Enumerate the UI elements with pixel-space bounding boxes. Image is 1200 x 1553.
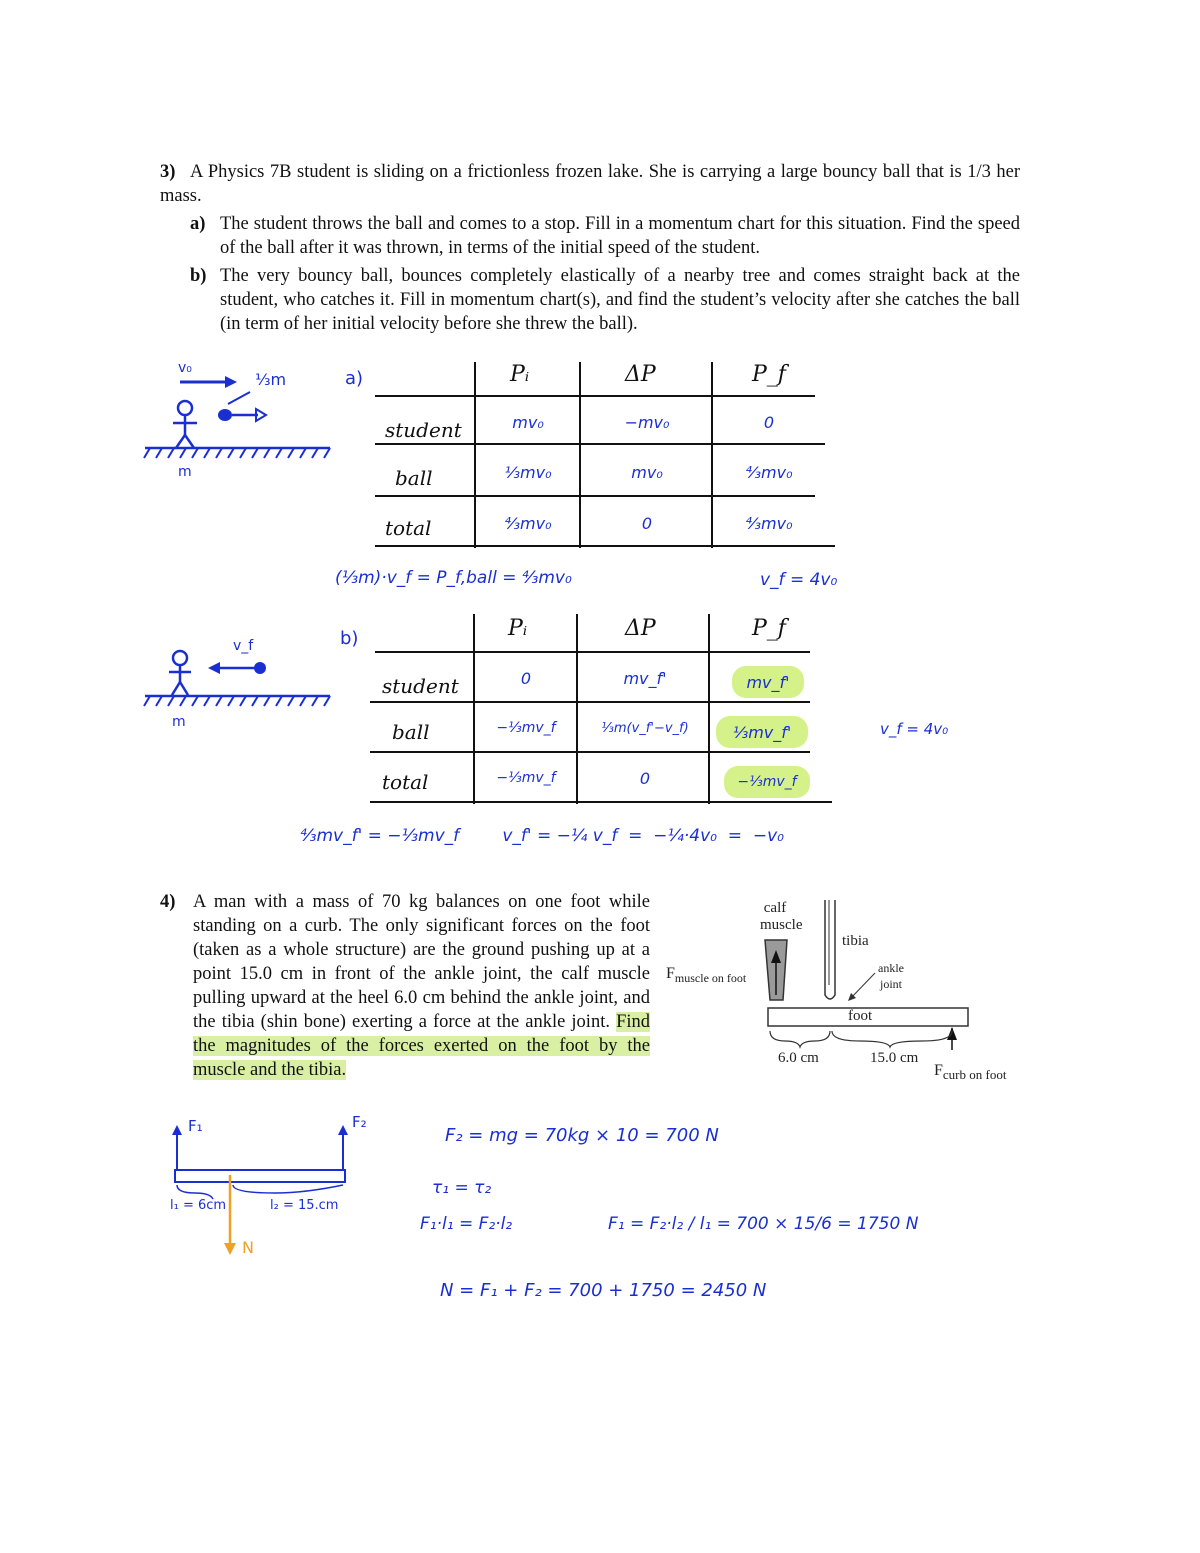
question-number: 3) [160, 162, 176, 182]
lever-sketch [165, 1115, 365, 1265]
table-cell: −mv₀ [624, 412, 670, 432]
calf-muscle-label: calf muscle [760, 900, 803, 933]
table-cell: 0 [639, 768, 651, 788]
row-label-total: total [382, 770, 429, 794]
distance-label-front: 15.0 cm [870, 1050, 919, 1066]
question-text: A man with a mass of 70 kg balances on one foot while standing on a curb. The only significant forces on the foot (taken as a whole structure) are the ground pushing up at a point 15.0 cm in front of the ankle joint, the calf muscle pulling upward at the heel 6.0 cm behind the ankle joint, and the tibia (shin bone) exerting a force at the ankle joint. [193, 892, 650, 1032]
normal-force-label: N [242, 1238, 254, 1257]
table-cell: 0 [763, 412, 775, 432]
part-b [190, 264, 1020, 336]
work-line: τ₁ = τ₂ [432, 1178, 492, 1198]
row-label-ball: ball [395, 466, 433, 490]
work-line: F₂ = mg = 70kg × 10 = 700 N [445, 1125, 719, 1146]
table-cell: ⅓m(v_f'−v_f) [601, 720, 689, 736]
foot-label: foot [848, 1008, 873, 1024]
work-line: F₁ = F₂·l₂ / l₁ = 700 × 15/6 = 1750 N [608, 1214, 919, 1234]
question-3 [160, 160, 1020, 336]
curb-force-label: $F_{curb on foot}$ [934, 1062, 1007, 1082]
tibia-label: tibia [842, 933, 869, 949]
solution-label: a) [345, 368, 364, 389]
table-cell-highlighted: ⅓mv_f' [716, 716, 808, 748]
table-cell: mv_f' [623, 668, 667, 688]
force-2-label: F₂ [352, 1113, 367, 1131]
header-dp: ΔP [625, 616, 656, 641]
ball-mass-label: ⅓m [255, 370, 287, 389]
equation-a: (⅓m)·v_f = P_f,ball = ⁴⁄₃mv₀ [335, 568, 572, 588]
part-a [190, 212, 1020, 260]
question-number: 4) [160, 892, 176, 912]
header-pf: P_f [752, 362, 786, 387]
part-label: b) [190, 266, 207, 286]
row-label-student: student [385, 418, 462, 442]
force-1-label: F₁ [188, 1117, 203, 1135]
table-cell: mv₀ [631, 462, 663, 482]
work-line: F₁·l₁ = F₂·l₂ [420, 1214, 513, 1234]
table-cell-highlighted: mv_f' [732, 666, 804, 698]
result-a: v_f = 4v₀ [760, 570, 838, 590]
mass-label: m [178, 464, 192, 480]
equation-b: ⁴⁄₃mv_f' = −⅓mv_f v_f' = −¼ v_f = −¼·4v₀ = −v₀ [300, 826, 784, 846]
foot-diagram [660, 895, 1020, 1090]
solution-label: b) [340, 628, 359, 649]
header-pi: Pᵢ [508, 616, 528, 641]
velocity-label: v_f [233, 638, 254, 654]
table-cell: ⁴⁄₃mv₀ [745, 462, 793, 482]
header-pi: Pᵢ [510, 362, 530, 387]
table-cell-highlighted: −⅓mv_f [724, 766, 810, 798]
question-4 [160, 890, 650, 1082]
table-cell: −⅓mv_f [496, 720, 556, 736]
lever-arm-2-label: l₂ = 15.cm [270, 1198, 339, 1213]
row-label-student: student [382, 674, 459, 698]
sketch-a [140, 360, 340, 490]
highlighted-text: Find the magnitudes of the forces exerted on the foot by the muscle and the tibia. [193, 1012, 651, 1080]
table-cell: 0 [520, 668, 532, 688]
table-cell: mv₀ [512, 412, 544, 432]
work-line: N = F₁ + F₂ = 700 + 1750 = 2450 N [440, 1280, 767, 1301]
row-label-ball: ball [392, 720, 430, 744]
table-cell: ⁴⁄₃mv₀ [745, 513, 793, 533]
muscle-force-label: $F_{muscle on foot}$ [666, 965, 747, 985]
table-cell: 0 [641, 513, 653, 533]
mass-label: m [172, 714, 186, 730]
ankle-joint-label: ankle joint [878, 961, 904, 991]
lever-arm-1-label: l₁ = 6cm [170, 1198, 227, 1213]
table-cell: −⅓mv_f [496, 770, 556, 786]
part-text: The student throws the ball and comes to a stop. Fill in a momentum chart for this situation. Find the speed of the ball after it was thrown, in terms of the initial speed of the student. [220, 214, 1020, 258]
table-cell: ⁴⁄₃mv₀ [504, 513, 552, 533]
side-note: v_f = 4v₀ [880, 720, 949, 738]
row-label-total: total [385, 516, 432, 540]
header-dp: ΔP [625, 362, 656, 387]
question-intro: A Physics 7B student is sliding on a frictionless frozen lake. She is carrying a large bouncy ball that is 1/3 her mass. [160, 162, 1020, 206]
part-label: a) [190, 214, 206, 234]
header-pf: P_f [752, 616, 786, 641]
table-cell: ⅓mv₀ [504, 462, 552, 482]
distance-label-heel: 6.0 cm [778, 1050, 819, 1066]
part-text: The very bouncy ball, bounces completely elastically of a nearby tree and comes straight back at the student, who catches it. Fill in momentum chart(s), and find the student’s velocity after she catches the ball (in term of her initial velocity before she threw the ball). [220, 266, 1020, 334]
velocity-label: v₀ [178, 360, 192, 376]
